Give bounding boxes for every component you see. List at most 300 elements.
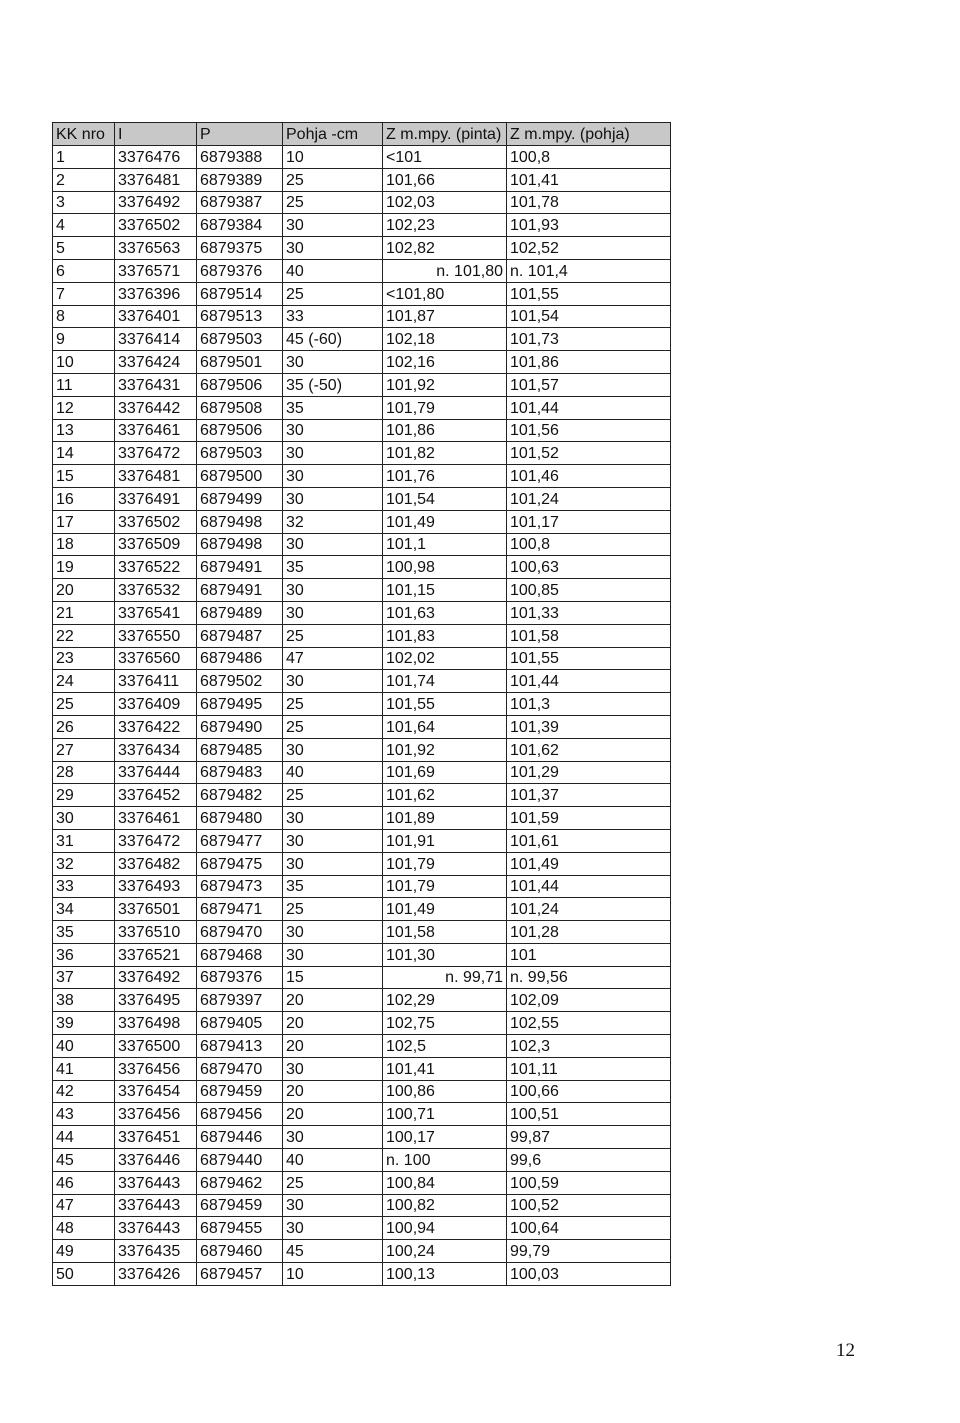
cell-pohja-cm: 25	[283, 624, 383, 647]
cell-pohja-cm: 30	[283, 807, 383, 830]
cell-kk-nro: 9	[53, 328, 115, 351]
cell-pohja-cm: 25	[283, 191, 383, 214]
cell-kk-nro: 11	[53, 373, 115, 396]
cell-p: 6879514	[197, 282, 283, 305]
cell-p: 6879490	[197, 715, 283, 738]
cell-z-pinta: 102,29	[383, 989, 507, 1012]
cell-pohja-cm: 30	[283, 465, 383, 488]
cell-i: 3376502	[115, 510, 197, 533]
cell-i: 3376446	[115, 1149, 197, 1172]
cell-kk-nro: 28	[53, 761, 115, 784]
cell-z-pinta: 102,82	[383, 237, 507, 260]
cell-z-pinta: 100,86	[383, 1080, 507, 1103]
cell-z-pohja: 101,24	[507, 487, 671, 510]
cell-pohja-cm: 25	[283, 784, 383, 807]
cell-z-pohja: 101,86	[507, 351, 671, 374]
cell-i: 3376509	[115, 533, 197, 556]
cell-pohja-cm: 25	[283, 898, 383, 921]
cell-i: 3376500	[115, 1035, 197, 1058]
cell-i: 3376522	[115, 556, 197, 579]
cell-pohja-cm: 35	[283, 396, 383, 419]
cell-pohja-cm: 30	[283, 533, 383, 556]
cell-pohja-cm: 20	[283, 989, 383, 1012]
table-row	[53, 1103, 671, 1126]
cell-i: 3376532	[115, 579, 197, 602]
cell-p: 6879475	[197, 852, 283, 875]
cell-z-pinta: 100,94	[383, 1217, 507, 1240]
cell-z-pohja: 101,46	[507, 465, 671, 488]
table-row	[53, 282, 671, 305]
cell-p: 6879502	[197, 670, 283, 693]
cell-pohja-cm: 30	[283, 943, 383, 966]
cell-p: 6879498	[197, 510, 283, 533]
table-row	[53, 1217, 671, 1240]
cell-z-pohja: 101,44	[507, 396, 671, 419]
header-pohja-cm: Pohja -cm	[283, 123, 383, 146]
cell-kk-nro: 19	[53, 556, 115, 579]
cell-p: 6879457	[197, 1263, 283, 1286]
cell-pohja-cm: 45	[283, 1240, 383, 1263]
cell-z-pinta: 102,23	[383, 214, 507, 237]
cell-z-pinta: 100,13	[383, 1263, 507, 1286]
cell-z-pohja: 101,55	[507, 647, 671, 670]
cell-i: 3376442	[115, 396, 197, 419]
cell-z-pohja: n. 101,4	[507, 259, 671, 282]
cell-z-pohja: 99,87	[507, 1126, 671, 1149]
cell-i: 3376541	[115, 601, 197, 624]
cell-p: 6879491	[197, 579, 283, 602]
cell-z-pinta: 101,82	[383, 442, 507, 465]
cell-z-pinta: 101,86	[383, 419, 507, 442]
cell-z-pohja: 99,79	[507, 1240, 671, 1263]
table-row	[53, 419, 671, 442]
table-row	[53, 807, 671, 830]
cell-z-pinta: 102,03	[383, 191, 507, 214]
cell-i: 3376510	[115, 921, 197, 944]
cell-pohja-cm: 30	[283, 579, 383, 602]
cell-z-pinta: 101,92	[383, 373, 507, 396]
cell-kk-nro: 43	[53, 1103, 115, 1126]
table-row	[53, 1126, 671, 1149]
table-row	[53, 738, 671, 761]
cell-i: 3376502	[115, 214, 197, 237]
table-row	[53, 943, 671, 966]
cell-p: 6879508	[197, 396, 283, 419]
cell-z-pinta: n. 99,71	[383, 966, 507, 989]
cell-i: 3376444	[115, 761, 197, 784]
cell-i: 3376491	[115, 487, 197, 510]
cell-pohja-cm: 30	[283, 237, 383, 260]
table-row	[53, 1080, 671, 1103]
cell-i: 3376424	[115, 351, 197, 374]
cell-p: 6879459	[197, 1080, 283, 1103]
table-row	[53, 670, 671, 693]
cell-pohja-cm: 30	[283, 1126, 383, 1149]
cell-p: 6879477	[197, 829, 283, 852]
cell-z-pohja: 101,11	[507, 1057, 671, 1080]
cell-kk-nro: 39	[53, 1012, 115, 1035]
cell-p: 6879483	[197, 761, 283, 784]
cell-kk-nro: 10	[53, 351, 115, 374]
cell-i: 3376492	[115, 966, 197, 989]
table-row	[53, 373, 671, 396]
table-row	[53, 852, 671, 875]
cell-pohja-cm: 40	[283, 1149, 383, 1172]
cell-pohja-cm: 30	[283, 419, 383, 442]
cell-kk-nro: 32	[53, 852, 115, 875]
cell-p: 6879503	[197, 328, 283, 351]
cell-pohja-cm: 30	[283, 829, 383, 852]
cell-z-pinta: 101,41	[383, 1057, 507, 1080]
table-row	[53, 351, 671, 374]
cell-p: 6879506	[197, 373, 283, 396]
cell-z-pinta: 100,82	[383, 1194, 507, 1217]
cell-z-pohja: 101	[507, 943, 671, 966]
cell-i: 3376493	[115, 875, 197, 898]
cell-z-pohja: 101,24	[507, 898, 671, 921]
cell-pohja-cm: 30	[283, 738, 383, 761]
table-row	[53, 647, 671, 670]
table-row	[53, 1240, 671, 1263]
cell-z-pohja: 101,41	[507, 168, 671, 191]
cell-p: 6879491	[197, 556, 283, 579]
cell-z-pohja: 101,3	[507, 693, 671, 716]
table-row	[53, 1057, 671, 1080]
cell-pohja-cm: 25	[283, 1171, 383, 1194]
cell-kk-nro: 13	[53, 419, 115, 442]
cell-kk-nro: 37	[53, 966, 115, 989]
cell-i: 3376409	[115, 693, 197, 716]
cell-p: 6879384	[197, 214, 283, 237]
cell-z-pohja: 101,61	[507, 829, 671, 852]
cell-p: 6879405	[197, 1012, 283, 1035]
cell-kk-nro: 42	[53, 1080, 115, 1103]
cell-i: 3376492	[115, 191, 197, 214]
cell-kk-nro: 5	[53, 237, 115, 260]
cell-kk-nro: 7	[53, 282, 115, 305]
cell-p: 6879495	[197, 693, 283, 716]
cell-p: 6879375	[197, 237, 283, 260]
cell-z-pinta: 101,91	[383, 829, 507, 852]
cell-z-pohja: n. 99,56	[507, 966, 671, 989]
cell-kk-nro: 34	[53, 898, 115, 921]
cell-p: 6879376	[197, 966, 283, 989]
cell-z-pohja: 102,09	[507, 989, 671, 1012]
cell-z-pohja: 102,3	[507, 1035, 671, 1058]
cell-p: 6879470	[197, 1057, 283, 1080]
cell-i: 3376443	[115, 1217, 197, 1240]
cell-i: 3376476	[115, 146, 197, 169]
cell-z-pohja: 100,52	[507, 1194, 671, 1217]
cell-pohja-cm: 15	[283, 966, 383, 989]
cell-z-pohja: 100,85	[507, 579, 671, 602]
table-row	[53, 396, 671, 419]
cell-i: 3376396	[115, 282, 197, 305]
cell-p: 6879376	[197, 259, 283, 282]
cell-i: 3376443	[115, 1171, 197, 1194]
cell-kk-nro: 45	[53, 1149, 115, 1172]
cell-kk-nro: 4	[53, 214, 115, 237]
cell-z-pohja: 101,56	[507, 419, 671, 442]
cell-pohja-cm: 32	[283, 510, 383, 533]
cell-i: 3376472	[115, 829, 197, 852]
cell-z-pinta: n. 101,80	[383, 259, 507, 282]
table-row	[53, 693, 671, 716]
table-row	[53, 1149, 671, 1172]
cell-kk-nro: 33	[53, 875, 115, 898]
cell-z-pohja: 101,37	[507, 784, 671, 807]
cell-z-pinta: 100,71	[383, 1103, 507, 1126]
table-row	[53, 1171, 671, 1194]
cell-z-pinta: 101,54	[383, 487, 507, 510]
cell-z-pinta: 101,55	[383, 693, 507, 716]
cell-i: 3376431	[115, 373, 197, 396]
cell-kk-nro: 20	[53, 579, 115, 602]
cell-p: 6879459	[197, 1194, 283, 1217]
cell-z-pinta: 101,64	[383, 715, 507, 738]
cell-p: 6879460	[197, 1240, 283, 1263]
cell-pohja-cm: 25	[283, 168, 383, 191]
cell-kk-nro: 15	[53, 465, 115, 488]
table-row	[53, 191, 671, 214]
cell-kk-nro: 41	[53, 1057, 115, 1080]
cell-i: 3376443	[115, 1194, 197, 1217]
cell-pohja-cm: 40	[283, 259, 383, 282]
cell-p: 6879480	[197, 807, 283, 830]
cell-i: 3376481	[115, 168, 197, 191]
cell-z-pinta: 101,66	[383, 168, 507, 191]
cell-p: 6879387	[197, 191, 283, 214]
cell-p: 6879482	[197, 784, 283, 807]
table-row	[53, 715, 671, 738]
cell-pohja-cm: 20	[283, 1012, 383, 1035]
cell-kk-nro: 18	[53, 533, 115, 556]
cell-pohja-cm: 45 (-60)	[283, 328, 383, 351]
table-row	[53, 259, 671, 282]
table-row	[53, 533, 671, 556]
cell-pohja-cm: 30	[283, 852, 383, 875]
cell-p: 6879455	[197, 1217, 283, 1240]
cell-p: 6879397	[197, 989, 283, 1012]
table-row	[53, 146, 671, 169]
cell-p: 6879456	[197, 1103, 283, 1126]
cell-i: 3376501	[115, 898, 197, 921]
cell-z-pohja: 100,8	[507, 146, 671, 169]
table-body	[53, 146, 671, 1286]
cell-pohja-cm: 20	[283, 1035, 383, 1058]
header-row	[53, 123, 671, 146]
cell-kk-nro: 26	[53, 715, 115, 738]
cell-z-pinta: 101,79	[383, 852, 507, 875]
cell-i: 3376498	[115, 1012, 197, 1035]
table-row	[53, 989, 671, 1012]
table-row	[53, 601, 671, 624]
cell-kk-nro: 47	[53, 1194, 115, 1217]
page-number: 12	[836, 1340, 855, 1361]
cell-pohja-cm: 30	[283, 442, 383, 465]
table-row	[53, 465, 671, 488]
table-row	[53, 761, 671, 784]
table-row	[53, 442, 671, 465]
cell-z-pohja: 102,52	[507, 237, 671, 260]
cell-kk-nro: 17	[53, 510, 115, 533]
cell-p: 6879500	[197, 465, 283, 488]
cell-z-pohja: 101,54	[507, 305, 671, 328]
cell-z-pinta: 101,63	[383, 601, 507, 624]
cell-z-pohja: 100,63	[507, 556, 671, 579]
cell-i: 3376454	[115, 1080, 197, 1103]
cell-i: 3376411	[115, 670, 197, 693]
cell-z-pohja: 101,55	[507, 282, 671, 305]
cell-i: 3376571	[115, 259, 197, 282]
cell-z-pohja: 101,44	[507, 670, 671, 693]
cell-kk-nro: 35	[53, 921, 115, 944]
table-row	[53, 237, 671, 260]
table-row	[53, 624, 671, 647]
cell-kk-nro: 36	[53, 943, 115, 966]
cell-kk-nro: 27	[53, 738, 115, 761]
cell-pohja-cm: 30	[283, 921, 383, 944]
cell-z-pohja: 101,59	[507, 807, 671, 830]
cell-i: 3376451	[115, 1126, 197, 1149]
cell-p: 6879489	[197, 601, 283, 624]
cell-z-pinta: 100,84	[383, 1171, 507, 1194]
cell-z-pohja: 101,73	[507, 328, 671, 351]
cell-z-pohja: 101,62	[507, 738, 671, 761]
measurement-table	[52, 122, 671, 1286]
cell-kk-nro: 14	[53, 442, 115, 465]
cell-p: 6879471	[197, 898, 283, 921]
cell-z-pinta: 101,79	[383, 875, 507, 898]
cell-pohja-cm: 35	[283, 556, 383, 579]
cell-kk-nro: 29	[53, 784, 115, 807]
cell-kk-nro: 2	[53, 168, 115, 191]
cell-z-pinta: 101,62	[383, 784, 507, 807]
cell-kk-nro: 25	[53, 693, 115, 716]
table-row	[53, 1194, 671, 1217]
cell-p: 6879389	[197, 168, 283, 191]
cell-z-pinta: 101,69	[383, 761, 507, 784]
cell-kk-nro: 6	[53, 259, 115, 282]
table-row	[53, 487, 671, 510]
cell-pohja-cm: 25	[283, 693, 383, 716]
table-row	[53, 784, 671, 807]
cell-z-pinta: 101,89	[383, 807, 507, 830]
cell-kk-nro: 3	[53, 191, 115, 214]
cell-pohja-cm: 10	[283, 146, 383, 169]
cell-p: 6879506	[197, 419, 283, 442]
cell-kk-nro: 38	[53, 989, 115, 1012]
cell-pohja-cm: 25	[283, 282, 383, 305]
cell-pohja-cm: 35 (-50)	[283, 373, 383, 396]
table-row	[53, 921, 671, 944]
cell-z-pinta: 101,1	[383, 533, 507, 556]
cell-kk-nro: 21	[53, 601, 115, 624]
header-i: I	[115, 123, 197, 146]
table-row	[53, 1263, 671, 1286]
cell-z-pinta: 101,83	[383, 624, 507, 647]
cell-z-pohja: 101,44	[507, 875, 671, 898]
cell-kk-nro: 49	[53, 1240, 115, 1263]
header-z-pinta: Z m.mpy. (pinta)	[383, 123, 507, 146]
cell-z-pohja: 100,64	[507, 1217, 671, 1240]
table-row	[53, 875, 671, 898]
cell-p: 6879446	[197, 1126, 283, 1149]
cell-p: 6879473	[197, 875, 283, 898]
header-kk-nro: KK nro	[53, 123, 115, 146]
table-row	[53, 898, 671, 921]
cell-i: 3376456	[115, 1103, 197, 1126]
cell-z-pohja: 101,29	[507, 761, 671, 784]
cell-z-pinta: 100,98	[383, 556, 507, 579]
cell-kk-nro: 23	[53, 647, 115, 670]
cell-i: 3376426	[115, 1263, 197, 1286]
table-row	[53, 966, 671, 989]
cell-pohja-cm: 10	[283, 1263, 383, 1286]
cell-i: 3376456	[115, 1057, 197, 1080]
cell-p: 6879499	[197, 487, 283, 510]
table-row	[53, 829, 671, 852]
cell-i: 3376461	[115, 807, 197, 830]
cell-i: 3376482	[115, 852, 197, 875]
cell-z-pinta: <101	[383, 146, 507, 169]
cell-z-pohja: 100,51	[507, 1103, 671, 1126]
cell-p: 6879462	[197, 1171, 283, 1194]
cell-z-pohja: 101,28	[507, 921, 671, 944]
cell-kk-nro: 44	[53, 1126, 115, 1149]
header-p: P	[197, 123, 283, 146]
cell-z-pohja: 100,8	[507, 533, 671, 556]
cell-pohja-cm: 30	[283, 601, 383, 624]
cell-i: 3376422	[115, 715, 197, 738]
cell-i: 3376560	[115, 647, 197, 670]
table-row	[53, 305, 671, 328]
cell-z-pinta: 101,49	[383, 510, 507, 533]
cell-pohja-cm: 35	[283, 875, 383, 898]
cell-z-pinta: n. 100	[383, 1149, 507, 1172]
cell-kk-nro: 16	[53, 487, 115, 510]
cell-z-pinta: 101,76	[383, 465, 507, 488]
cell-pohja-cm: 30	[283, 1194, 383, 1217]
cell-z-pinta: 102,75	[383, 1012, 507, 1035]
cell-pohja-cm: 33	[283, 305, 383, 328]
cell-z-pinta: 101,92	[383, 738, 507, 761]
cell-pohja-cm: 30	[283, 1057, 383, 1080]
table-row	[53, 556, 671, 579]
cell-pohja-cm: 47	[283, 647, 383, 670]
cell-z-pinta: 102,16	[383, 351, 507, 374]
cell-kk-nro: 50	[53, 1263, 115, 1286]
cell-p: 6879388	[197, 146, 283, 169]
cell-z-pohja: 100,66	[507, 1080, 671, 1103]
cell-kk-nro: 31	[53, 829, 115, 852]
table-row	[53, 1035, 671, 1058]
table-row	[53, 579, 671, 602]
cell-z-pohja: 101,93	[507, 214, 671, 237]
cell-p: 6879413	[197, 1035, 283, 1058]
cell-z-pohja: 100,03	[507, 1263, 671, 1286]
cell-kk-nro: 48	[53, 1217, 115, 1240]
cell-z-pohja: 101,39	[507, 715, 671, 738]
table-row	[53, 168, 671, 191]
cell-pohja-cm: 30	[283, 670, 383, 693]
cell-z-pinta: 101,49	[383, 898, 507, 921]
cell-z-pohja: 101,49	[507, 852, 671, 875]
cell-p: 6879487	[197, 624, 283, 647]
cell-p: 6879501	[197, 351, 283, 374]
cell-i: 3376414	[115, 328, 197, 351]
cell-z-pinta: 102,5	[383, 1035, 507, 1058]
